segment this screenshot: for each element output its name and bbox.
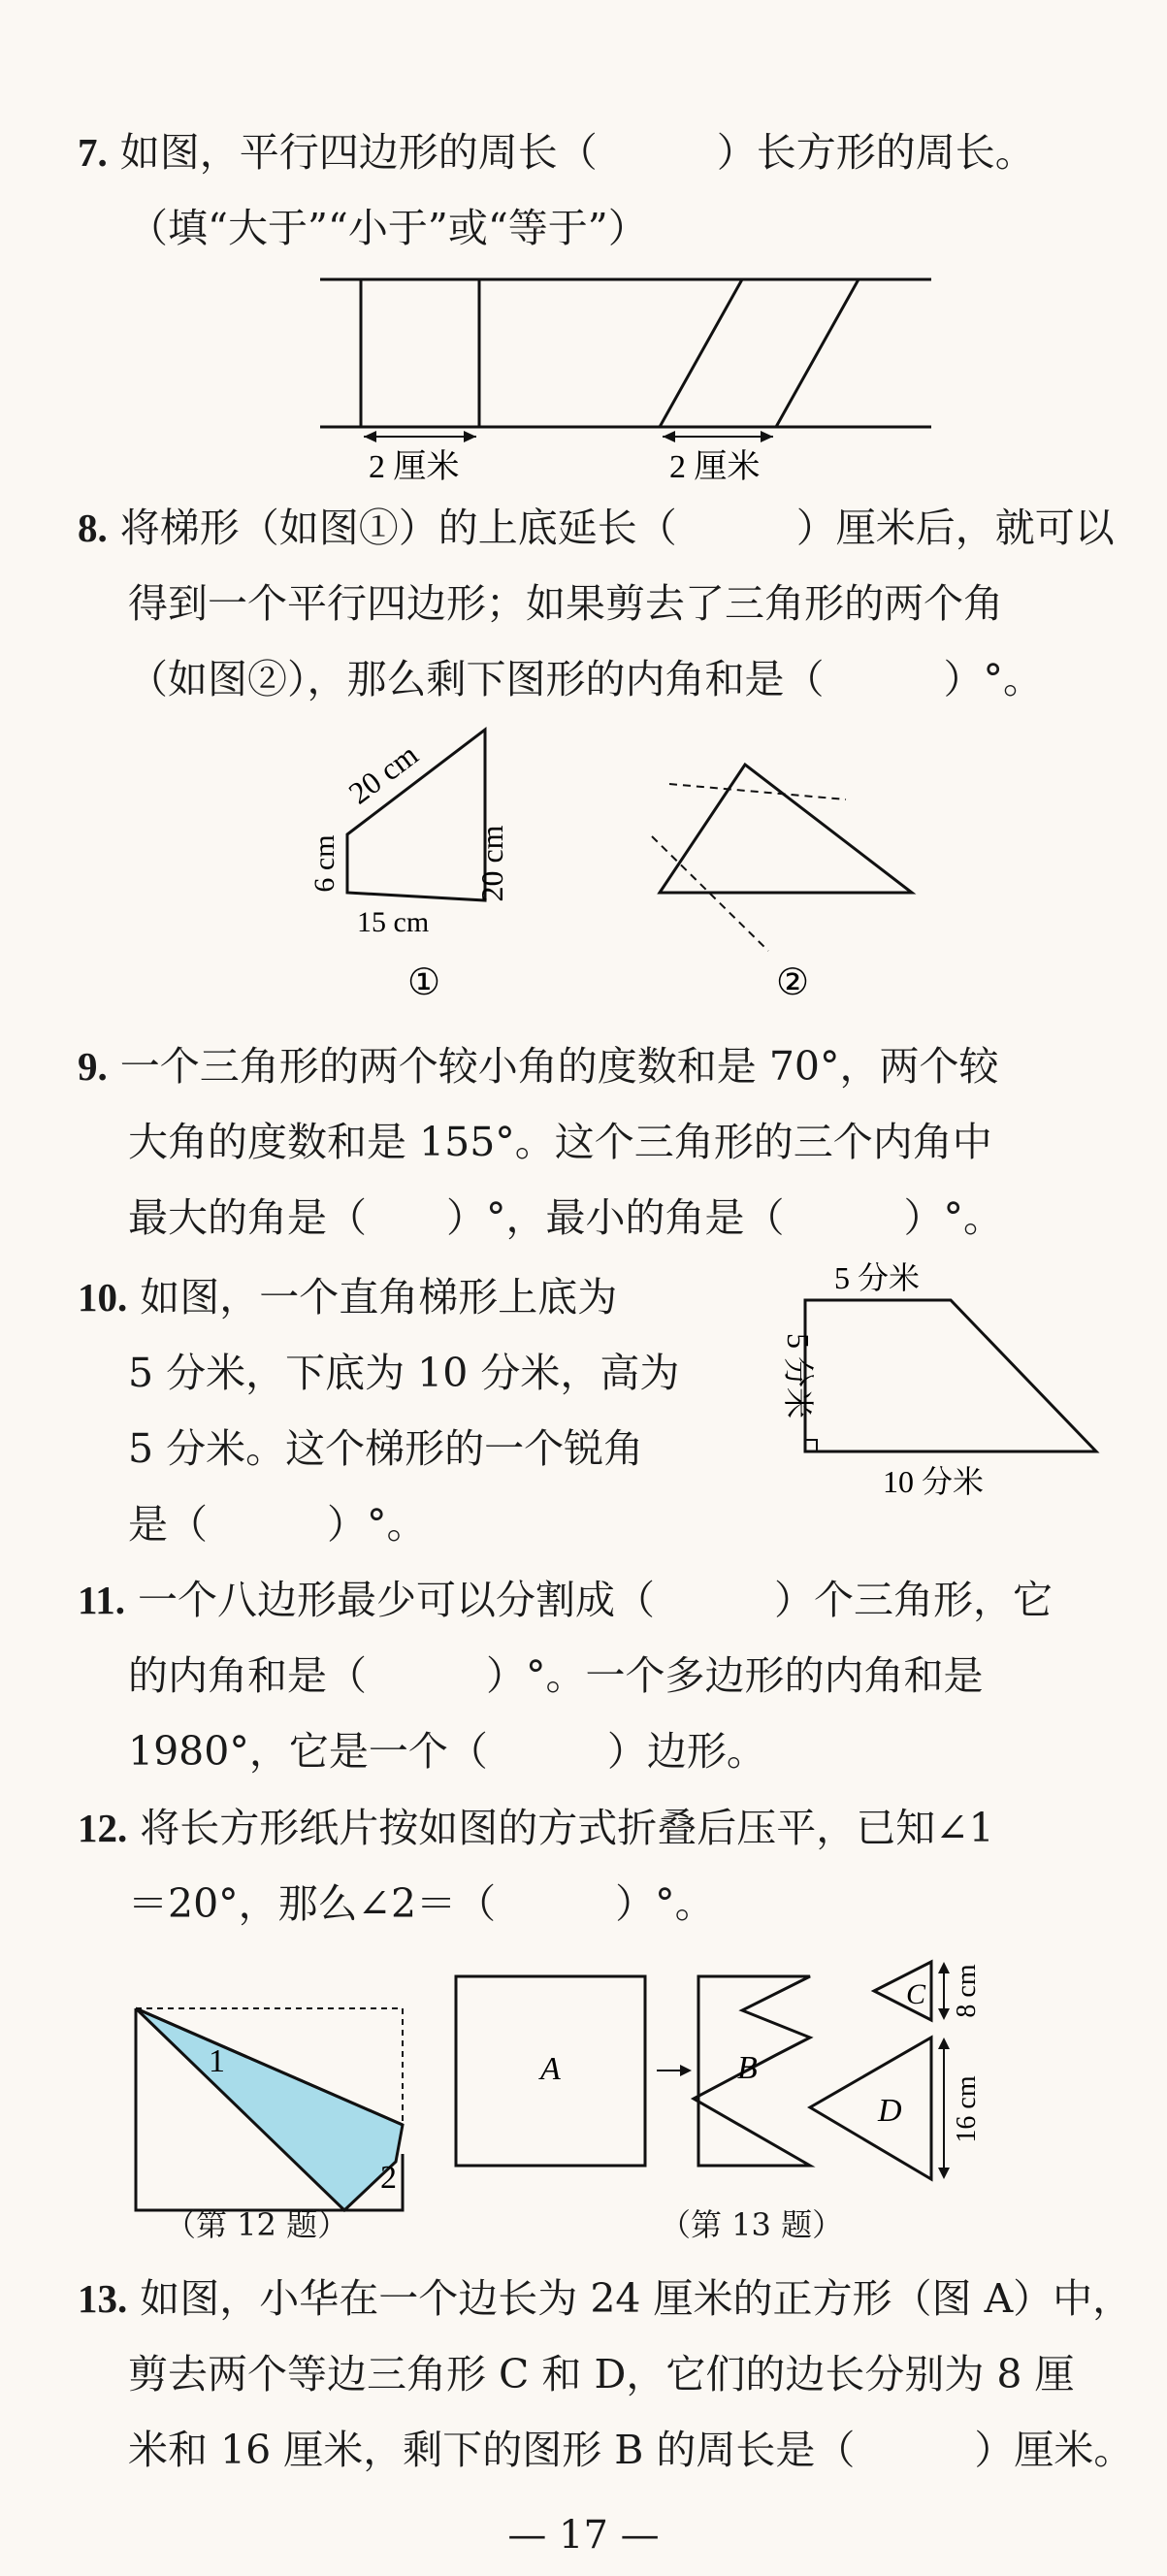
question-7 [78, 114, 1106, 266]
q10-figure [757, 1261, 1106, 1504]
q9-line1: 9. 一个三角形的两个较小角的度数和是 70°，两个较 [78, 1043, 999, 1090]
q13-line1: 13. 如图，小华在一个边长为 24 厘米的正方形（图 A）中， [78, 2275, 1133, 2322]
q8-figure-1 [291, 718, 563, 1009]
question-9 [78, 1028, 1106, 1255]
q12-caption: （第 12 题） [165, 2206, 349, 2243]
q10-bottom-label: 10 分米 [883, 1464, 985, 1499]
q8-line1: 8. 将梯形（如图①）的上底延长（ ）厘米后，就可以 [78, 505, 1115, 551]
q11-line2: 的内角和是（ ）°。一个多边形的内角和是 [128, 1652, 984, 1699]
question-8 [78, 490, 1115, 717]
q9-line3: 最大的角是（ ）°，最小的角是（ ）°。 [128, 1194, 1003, 1241]
q12-figure [126, 1999, 437, 2232]
q12-line1: 12. 将长方形纸片按如图的方式折叠后压平，已知∠1 [78, 1805, 994, 1851]
q9-line2: 大角的度数和是 155°。这个三角形的三个内角中 [128, 1119, 992, 1165]
q12-angle1-label: 1 [209, 2043, 225, 2079]
q11-line3: 1980°，它是一个（ ）边形。 [128, 1728, 766, 1775]
q10-line3: 5 分米。这个梯形的一个锐角 [128, 1425, 644, 1472]
q7-left-length-label: 2 厘米 [369, 449, 460, 485]
q13-label-C: C [906, 1978, 926, 2010]
q8-fig1-right-label: 20 cm [474, 825, 509, 902]
question-11 [78, 1562, 1106, 1789]
q8-fig1-top-label: 20 cm [341, 736, 425, 811]
q8-fig2-caption: ② [776, 961, 810, 1003]
q8-fig1-bottom-label: 15 cm [357, 906, 430, 938]
q7-line2: （填“大于”“小于”或“等于”） [128, 205, 648, 251]
q8-line3: （如图②），那么剩下图形的内角和是（ ）°。 [128, 656, 1043, 702]
q8-figure-2 [640, 747, 951, 1009]
q10-left-label: 5 分米 [781, 1332, 816, 1419]
q7-figure [320, 262, 941, 485]
q10-line1: 10. 如图，一个直角梯形上底为 [78, 1274, 618, 1321]
page-number: — 17 — [507, 2513, 660, 2558]
q13-D-length: 16 cm [952, 2075, 982, 2143]
question-12 [78, 1790, 1106, 1941]
q8-fig1-left-label: 6 cm [308, 834, 340, 893]
q13-C-length: 8 cm [952, 1964, 982, 2018]
q13-line2: 剪去两个等边三角形 C 和 D，它们的边长分别为 8 厘 [128, 2351, 1075, 2397]
q7-right-length-label: 2 厘米 [669, 449, 761, 485]
q13-label-A: A [540, 2051, 561, 2087]
q10-line4: 是（ ）°。 [128, 1501, 427, 1548]
q11-line1: 11. 一个八边形最少可以分割成（ ）个三角形，它 [78, 1577, 1054, 1623]
q10-top-label: 5 分米 [834, 1260, 921, 1295]
question-13 [78, 2261, 1134, 2488]
q13-figure [451, 1940, 1053, 2222]
q8-line2: 得到一个平行四边形；如果剪去了三角形的两个角 [128, 580, 1003, 627]
q8-fig1-caption: ① [407, 961, 441, 1003]
q7-line1: 7. 如图，平行四边形的周长（ ）长方形的周长。 [78, 129, 1035, 176]
q13-label-D: D [878, 2093, 902, 2129]
q12-angle2-label: 2 [380, 2160, 397, 2196]
q12-line2: ＝20°，那么∠2＝（ ）°。 [128, 1880, 715, 1927]
q10-line2: 5 分米，下底为 10 分米，高为 [128, 1350, 680, 1396]
q13-label-B: B [737, 2050, 758, 2086]
q13-line3: 米和 16 厘米，剩下的图形 B 的周长是（ ）厘米。 [128, 2427, 1134, 2473]
q13-caption: （第 13 题） [660, 2206, 844, 2243]
